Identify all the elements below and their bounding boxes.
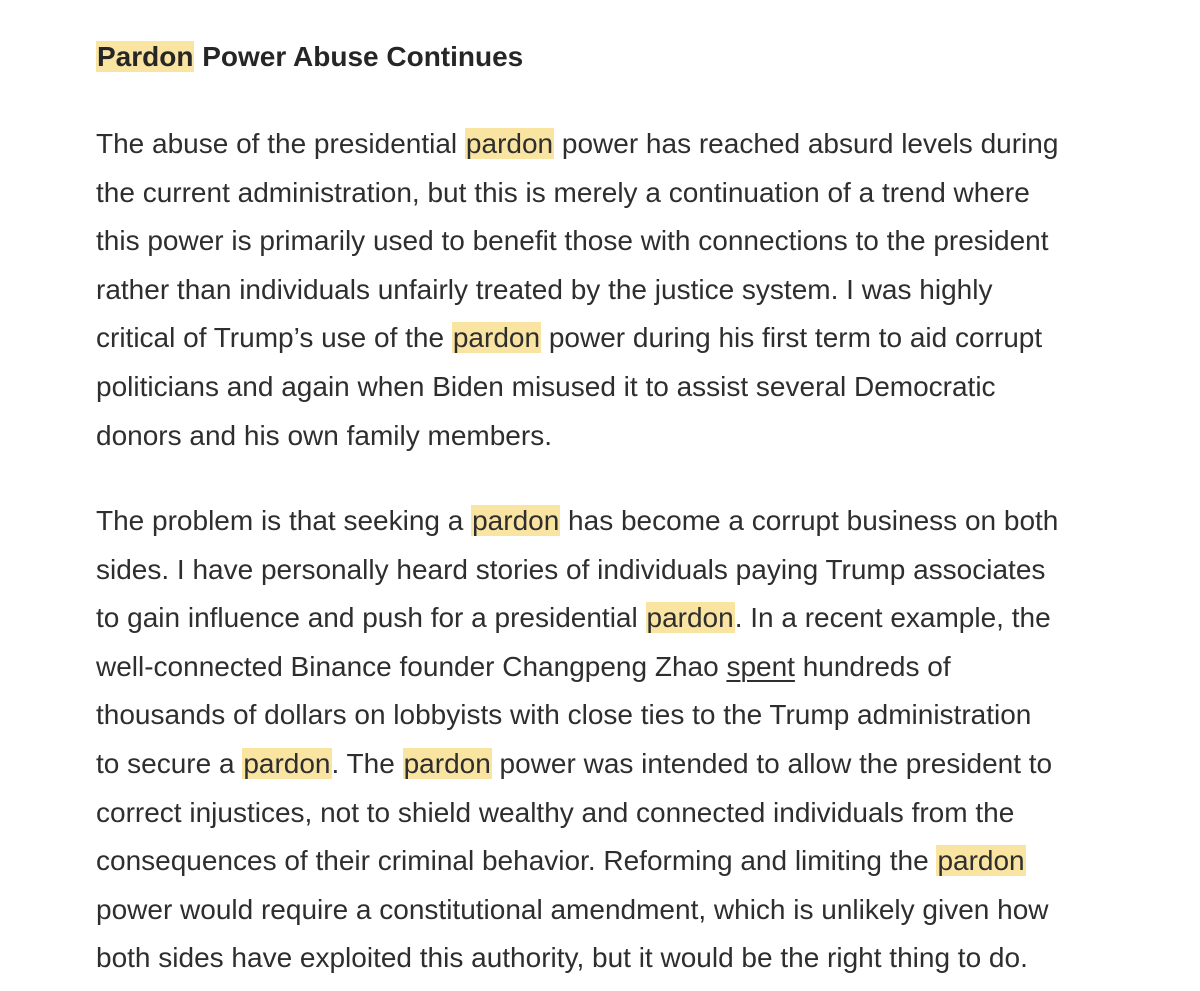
paragraph-1: [96, 120, 1136, 460]
text-segment: . In a recent example, the: [734, 602, 1051, 634]
text-line: [96, 934, 1136, 983]
text-segment: power has reached absurd levels during: [554, 128, 1059, 159]
search-highlight: pardon: [646, 602, 734, 634]
text-segment: critical of Trump’s use of the: [96, 322, 452, 354]
text-segment: consequences of their criminal behavior. Reforming and limiting the: [96, 845, 937, 877]
search-highlight: Pardon: [97, 41, 194, 72]
text-line: [96, 837, 1136, 886]
text-segment: to gain influence and push for a presidential: [96, 602, 646, 634]
search-highlight: pardon: [243, 747, 331, 779]
text-segment: thousands of dollars on lobbyists with close ties to the Trump administration: [96, 699, 1032, 731]
text-segment: sides. I have personally heard stories of individuals paying Trump associates: [96, 553, 1046, 585]
text-line: [96, 363, 1136, 412]
heading-text: Power Abuse Continues: [194, 41, 524, 72]
text-segment: The problem is that seeking a: [96, 505, 472, 536]
text-segment: well-connected Binance founder Changpeng Zhao: [96, 650, 727, 682]
text-line: [96, 217, 1136, 266]
text-segment: has become a corrupt business on both: [560, 505, 1059, 536]
text-segment: donors and his own family members.: [96, 419, 552, 451]
text-line: [96, 740, 1136, 789]
text-line: [96, 546, 1136, 595]
paragraph-2: [96, 497, 1136, 983]
search-highlight: pardon: [403, 747, 491, 779]
text-segment: correct injustices, not to shield wealthy and connected individuals from the: [96, 796, 1015, 828]
search-highlight: pardon: [452, 322, 541, 354]
text-segment: hundreds of: [794, 650, 951, 682]
inline-link[interactable]: spent: [726, 650, 795, 682]
text-line: [96, 120, 1136, 169]
text-line: [96, 412, 1136, 461]
text-line: [96, 691, 1136, 740]
text-line: [96, 266, 1136, 315]
text-segment: power during his first term to aid corrupt: [541, 322, 1043, 354]
text-segment: to secure a: [96, 747, 243, 779]
text-segment: rather than individuals unfairly treated by the justice system. I was highly: [96, 273, 993, 305]
text-line: [96, 643, 1136, 692]
text-segment: the current administration, but this is merely a continuation of a trend where: [96, 176, 1030, 208]
text-line: [96, 314, 1136, 363]
text-line: [96, 886, 1136, 935]
search-highlight: pardon: [465, 128, 554, 159]
text-segment: power was intended to allow the president to: [491, 747, 1053, 779]
text-line: [96, 169, 1136, 218]
text-segment: power would require a constitutional amendment, which is unlikely given how: [96, 893, 1049, 925]
search-highlight: pardon: [472, 505, 560, 536]
search-highlight: pardon: [937, 845, 1025, 877]
text-line: [96, 594, 1136, 643]
text-line: [96, 789, 1136, 838]
text-segment: both sides have exploited this authority, but it would be the right thing to do.: [96, 942, 1028, 974]
text-segment: this power is primarily used to benefit those with connections to the president: [96, 225, 1049, 257]
text-segment: The abuse of the presidential: [96, 128, 465, 159]
article-heading: [96, 40, 523, 74]
text-line: [96, 497, 1136, 546]
text-segment: . The: [331, 747, 403, 779]
text-segment: politicians and again when Biden misused it to assist several Democratic: [96, 370, 996, 402]
